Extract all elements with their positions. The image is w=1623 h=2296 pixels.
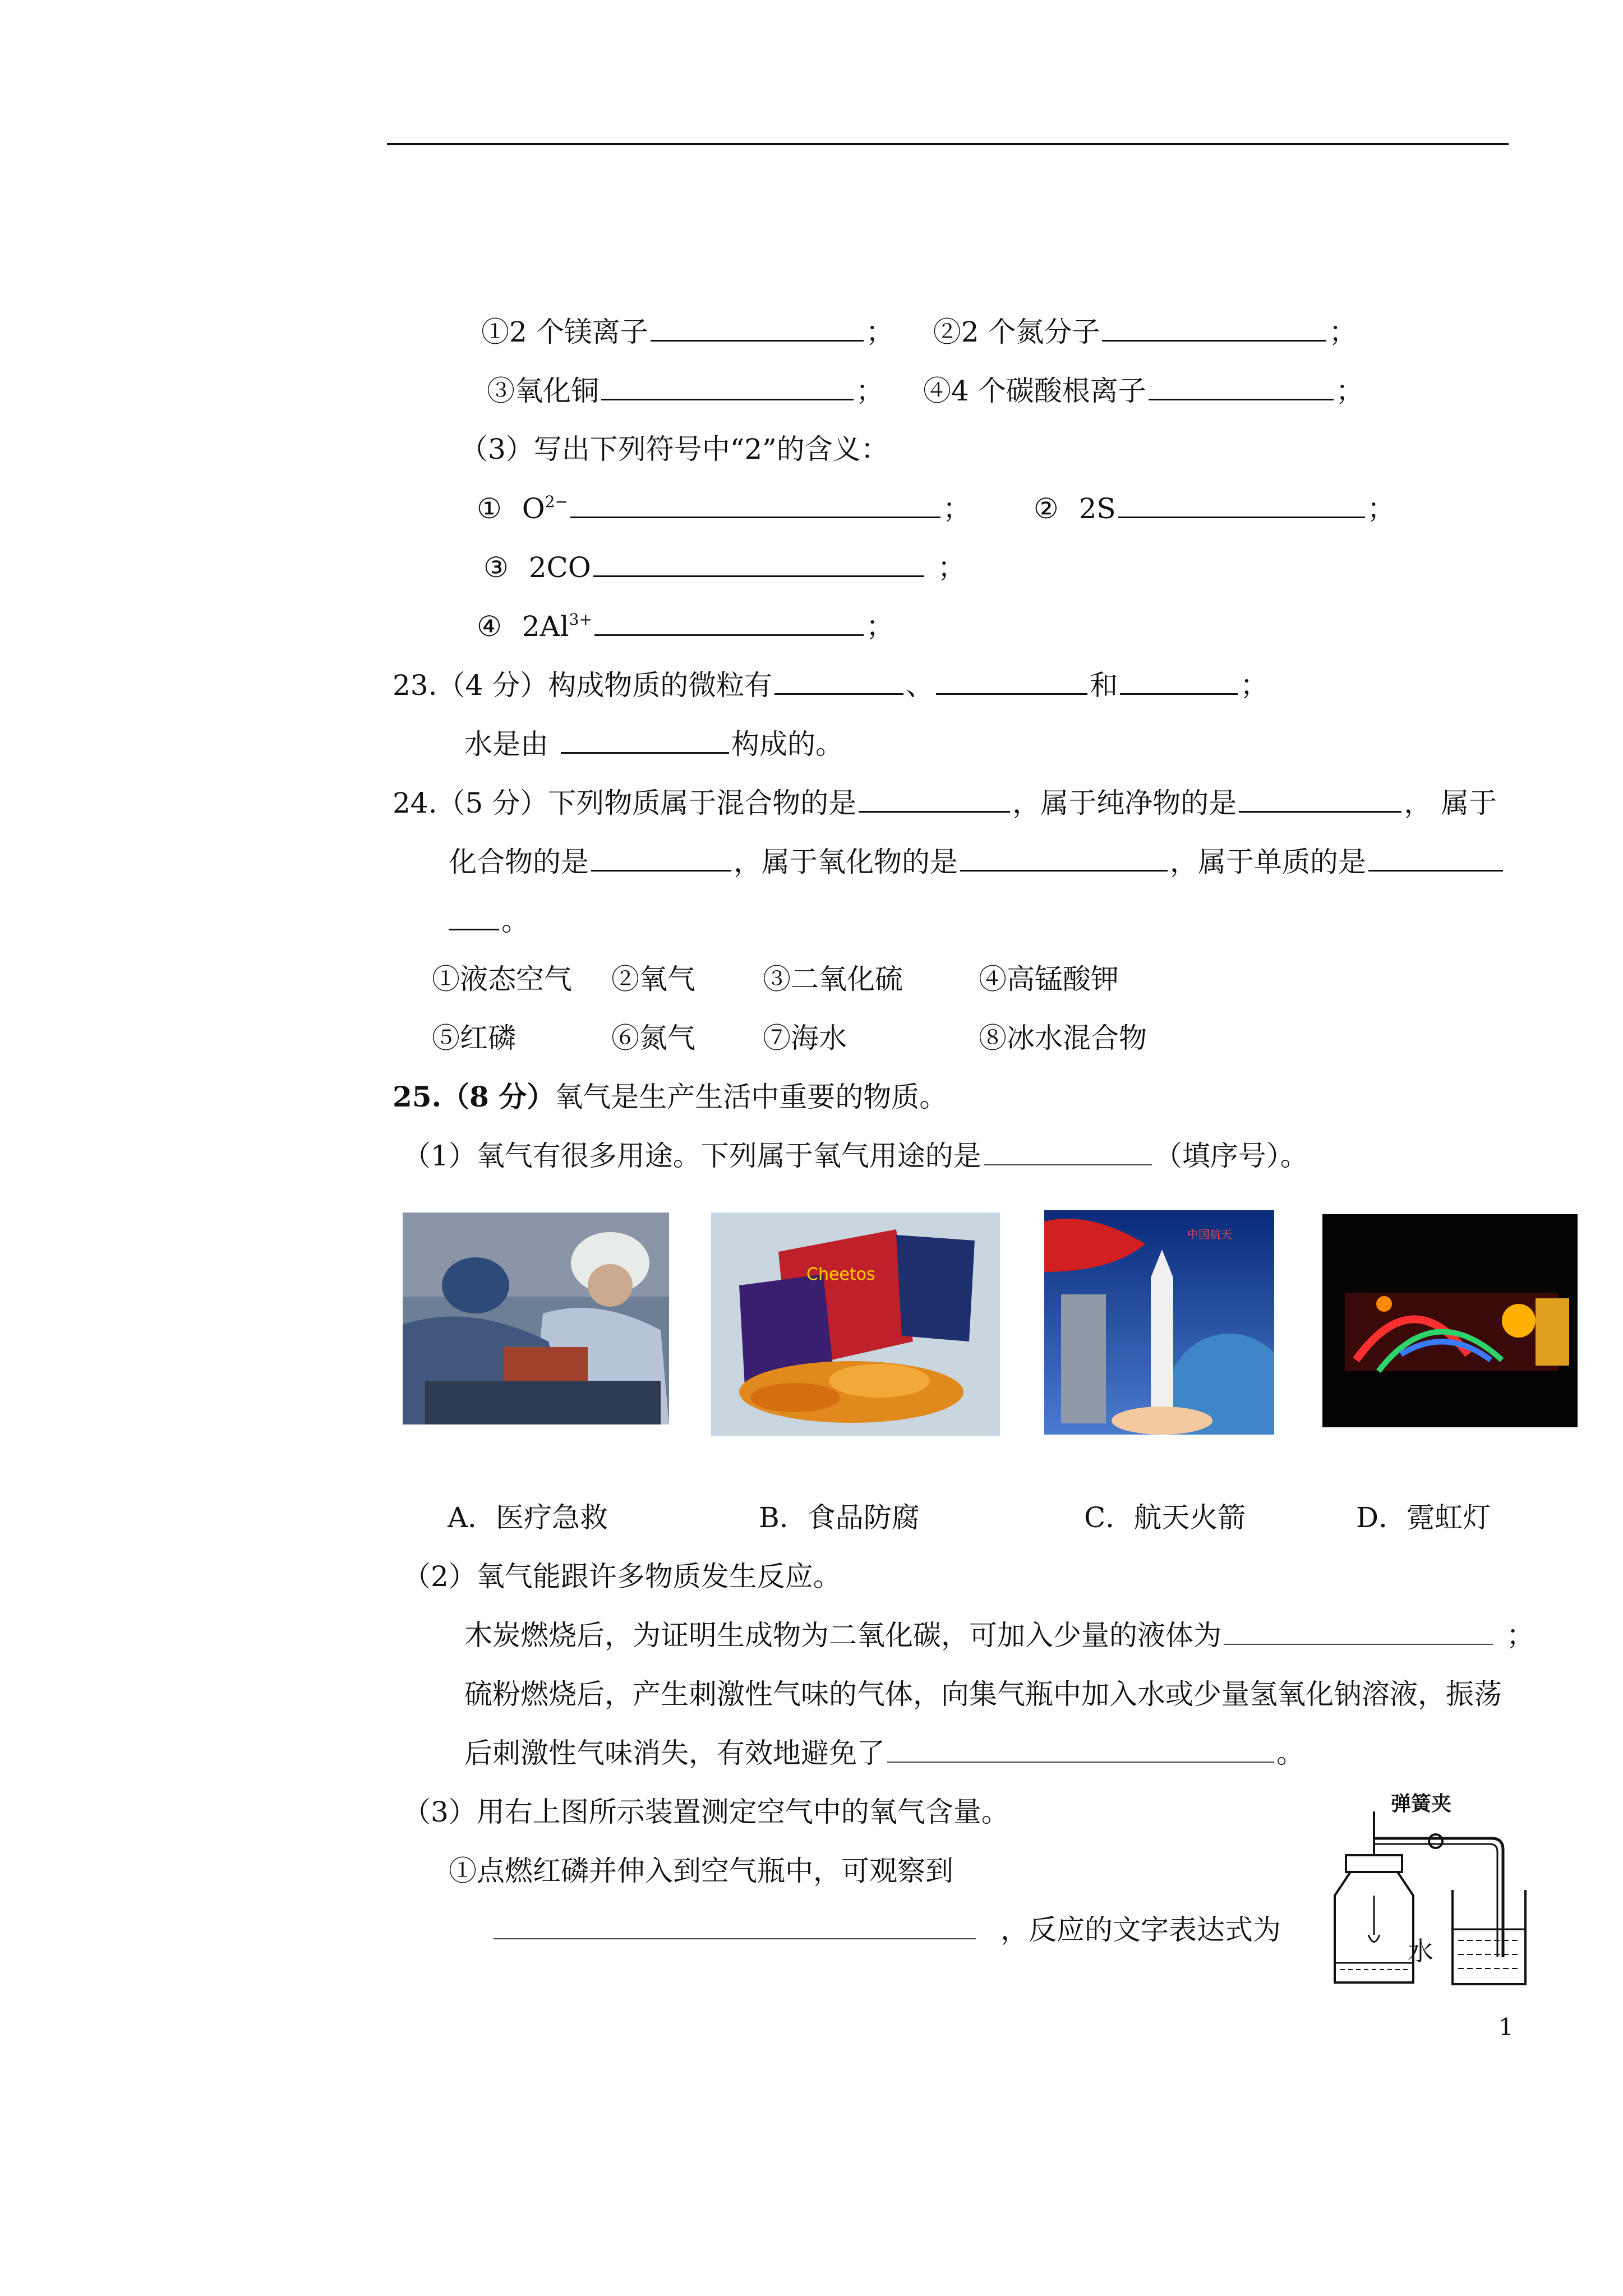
item-number: ④	[477, 610, 502, 643]
q25-heading	[393, 1080, 947, 1114]
q25-part1-prompt: （1）氧气有很多用途。下列属于氧气用途的是	[403, 1140, 981, 1172]
q25-part1	[403, 1138, 1308, 1173]
q22-row2	[487, 373, 1364, 408]
answer-blank[interactable]	[1239, 785, 1401, 813]
substance-item: ⑧冰水混合物	[979, 1022, 1147, 1054]
answer-blank[interactable]	[774, 667, 903, 695]
question-score: （8 分）	[441, 1080, 555, 1113]
q24-prompt-part: ， 属于	[1404, 787, 1497, 819]
q24-prompt: 24.（5 分）下列物质属于混合物的是	[393, 787, 857, 819]
semicolon: ；	[937, 551, 966, 584]
answer-blank[interactable]	[593, 550, 924, 577]
substance-item: ④高锰酸钾	[979, 963, 1119, 995]
chem-symbol: 2CO	[528, 551, 591, 584]
semicolon: ；	[856, 375, 884, 407]
semicolon: ；	[1506, 1619, 1534, 1652]
semicolon: ；	[1335, 375, 1364, 407]
item-number: ②	[1033, 492, 1059, 525]
question-number: 25.	[393, 1080, 441, 1113]
food-preservation-photo	[711, 1212, 1000, 1436]
q23-prompt: 23.（4 分）构成物质的微粒有	[393, 669, 773, 702]
q25-part2-line2: 硫粉燃烧后，产生刺激性气味的气体，向集气瓶中加入水或少量氢氧化钠溶液，振荡	[464, 1678, 1502, 1711]
item-number: ①	[477, 492, 502, 525]
option-a[interactable]: A．医疗急救	[448, 1501, 608, 1534]
answer-blank[interactable]	[1120, 667, 1238, 695]
answer-blank[interactable]	[1224, 1618, 1493, 1645]
charge-superscript: 2−	[545, 492, 569, 511]
answer-blank[interactable]	[1368, 844, 1503, 872]
answer-blank[interactable]	[960, 844, 1168, 872]
separator: 和	[1090, 669, 1118, 702]
q25-part2-prompt: 后刺激性气味消失，有效地避免了	[464, 1737, 885, 1769]
substance-item: ②氧气	[611, 963, 695, 995]
answer-blank[interactable]	[601, 373, 854, 400]
answer-blank[interactable]	[449, 903, 499, 930]
option-d[interactable]: D．霓虹灯	[1356, 1501, 1491, 1534]
q22-symbol-1	[477, 491, 1395, 531]
substance-item: ⑥氮气	[611, 1022, 695, 1054]
q22-item-1: ①2 个镁离子	[481, 316, 648, 348]
q25-part3-prompt: ，反应的文字表达式为	[1000, 1914, 1281, 1946]
semicolon: ；	[943, 492, 971, 525]
q25-part2-line3	[464, 1736, 1304, 1771]
question-text: 氧气是生产生活中重要的物质。	[555, 1081, 948, 1113]
q25-part3-line1: ①点燃红磷并伸入到空气瓶中，可观察到	[449, 1855, 953, 1887]
oxygen-content-apparatus-diagram	[1324, 1789, 1531, 1997]
q23-line2	[464, 726, 843, 762]
answer-blank[interactable]	[1149, 373, 1334, 400]
option-c[interactable]: C．航天火箭	[1084, 1501, 1246, 1534]
medical-rescue-photo	[403, 1212, 669, 1424]
neon-light-photo	[1322, 1214, 1578, 1427]
answer-blank[interactable]	[936, 667, 1087, 695]
q22-item-4: ④4 个碳酸根离子	[923, 375, 1146, 407]
semicolon: ；	[1240, 669, 1269, 702]
q24-substances-row2	[432, 1021, 1147, 1055]
separator: 、	[906, 669, 934, 702]
chem-symbol: 2Al	[522, 610, 569, 643]
answer-blank[interactable]	[984, 1138, 1152, 1165]
answer-blank[interactable]	[1118, 491, 1365, 518]
chem-symbol: 2S	[1078, 492, 1116, 525]
q22-row1	[481, 314, 1357, 349]
q22-item-3: ③氧化铜	[487, 375, 599, 407]
q23-prompt-2: 水是由	[464, 728, 548, 760]
answer-blank[interactable]	[651, 314, 864, 342]
q25-part3-line2	[494, 1912, 1281, 1947]
substance-item: ①液态空气	[432, 963, 572, 995]
substance-item: ⑦海水	[763, 1022, 847, 1054]
spring-clip-label: 弹簧夹	[1391, 1792, 1452, 1815]
charge-superscript: 3+	[569, 610, 592, 629]
answer-blank[interactable]	[887, 1736, 1274, 1763]
q23-line1	[393, 667, 1268, 703]
q24-prompt-part: ，属于单质的是	[1170, 846, 1366, 878]
answer-blank[interactable]	[859, 785, 1010, 813]
q23-prompt-2-end: 构成的。	[731, 728, 843, 760]
rocket-caption: 中国航天	[1187, 1228, 1232, 1241]
item-number: ③	[483, 551, 509, 584]
q25-part1-end: （填序号）。	[1154, 1140, 1308, 1172]
q22-symbol-3	[483, 550, 966, 585]
q22-item-2: ②2 个氮分子	[933, 316, 1100, 348]
substance-item: ⑤红磷	[432, 1022, 516, 1054]
answer-blank[interactable]	[594, 608, 864, 636]
semicolon: ；	[865, 316, 894, 348]
q25-part2-line1	[464, 1618, 1534, 1653]
q24-substances-row1	[432, 962, 1119, 997]
q24-line1	[393, 785, 1497, 820]
q25-part3: （3）用右上图所示装置测定空气中的氧气含量。	[403, 1796, 1009, 1828]
semicolon: ；	[865, 610, 894, 643]
page-number: 1	[1498, 2013, 1514, 2041]
q25-part2-prompt: 木炭燃烧后，为证明生成物为二氧化碳，可加入少量的液体为	[464, 1619, 1221, 1652]
answer-blank[interactable]	[570, 491, 940, 518]
answer-blank[interactable]	[494, 1912, 976, 1939]
q24-line2	[449, 844, 1505, 879]
semicolon: ；	[1367, 492, 1395, 525]
svg-text:Cheetos: Cheetos	[806, 1265, 875, 1284]
q24-prompt-part: ，属于纯净物的是	[1012, 787, 1237, 819]
q24-line3	[449, 903, 529, 938]
header-rule	[387, 143, 1509, 145]
q24-prompt-part: 化合物的是	[449, 846, 589, 878]
q22-symbol-4	[477, 608, 894, 648]
period: 。	[501, 905, 529, 937]
substance-item: ③二氧化硫	[763, 963, 903, 995]
space-rocket-photo	[1044, 1210, 1274, 1435]
answer-blank[interactable]	[561, 726, 729, 754]
period: 。	[1276, 1737, 1304, 1769]
q25-part2: （2）氧气能跟许多物质发生反应。	[403, 1560, 841, 1593]
q22-part3-heading: （3）写出下列符号中“2”的含义：	[460, 433, 889, 465]
option-b[interactable]: B．食品防腐	[759, 1501, 920, 1534]
water-label: 水	[1408, 1936, 1433, 1966]
answer-blank[interactable]	[591, 844, 731, 872]
q24-prompt-part: ，属于氧化物的是	[734, 846, 958, 878]
q25-options	[448, 1500, 1491, 1535]
chem-symbol: O	[522, 492, 545, 525]
answer-blank[interactable]	[1102, 314, 1326, 342]
semicolon: ；	[1329, 316, 1357, 348]
